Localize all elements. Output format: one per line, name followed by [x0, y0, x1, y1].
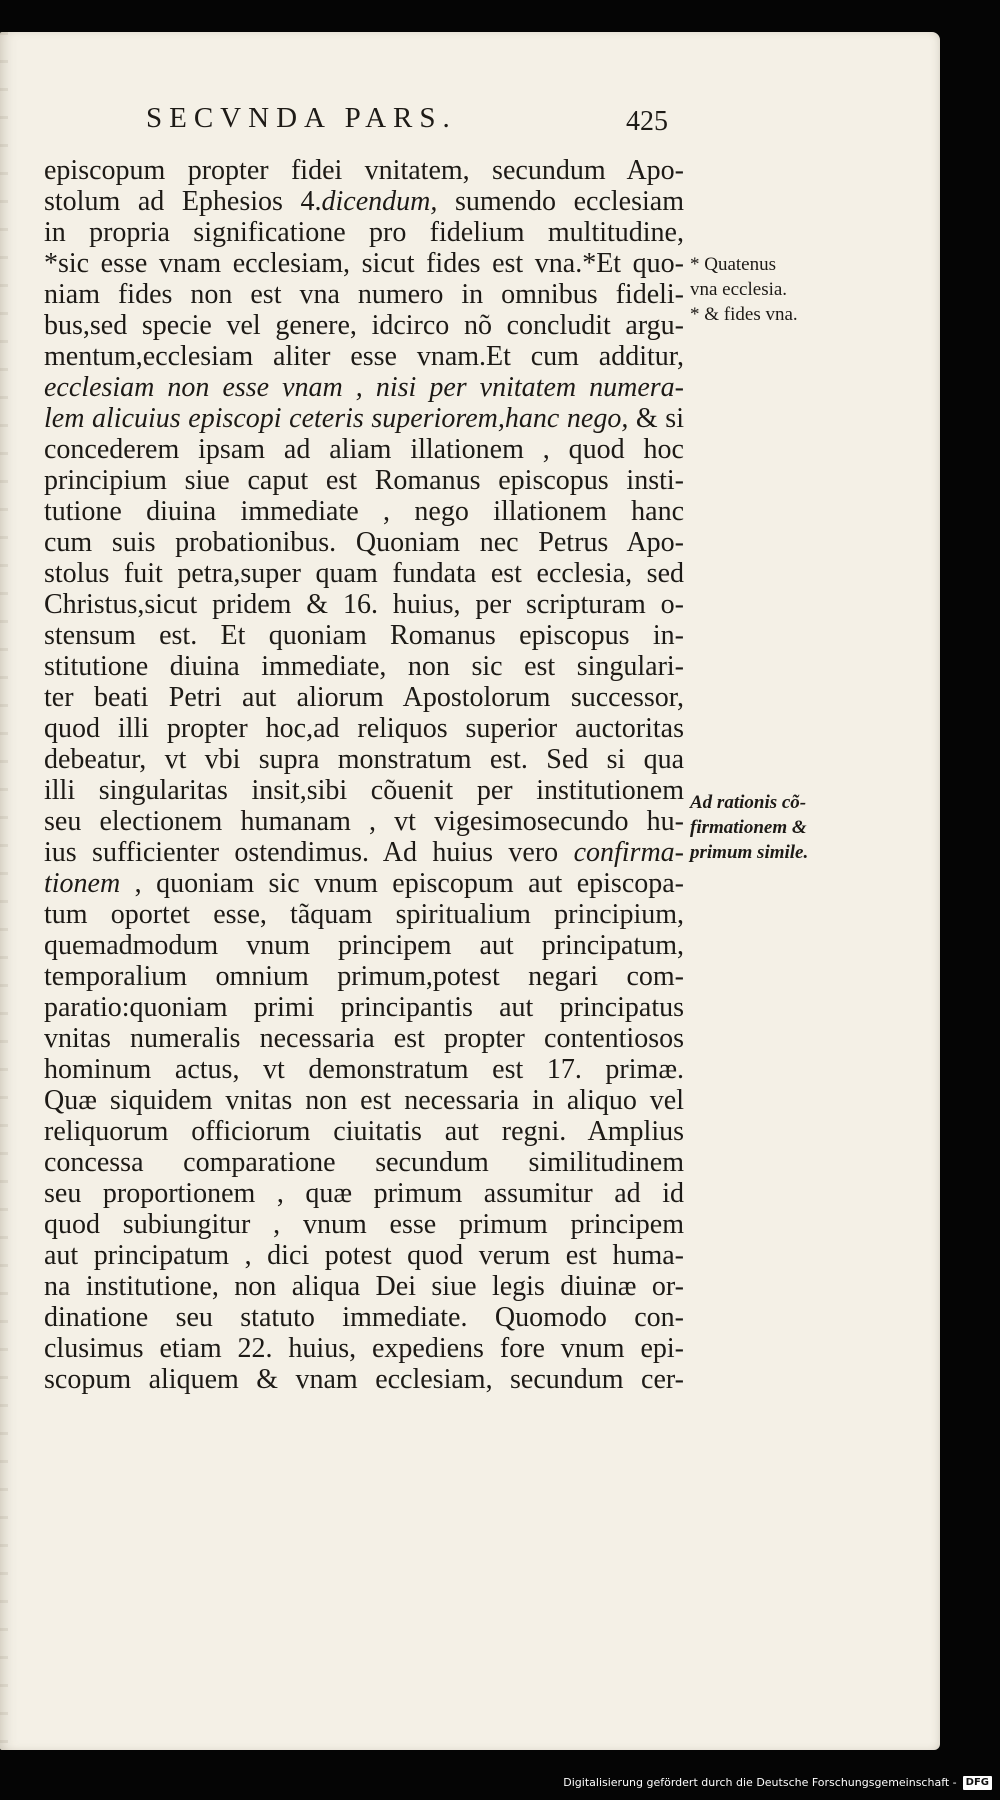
text-line [44, 465, 684, 496]
text-line [44, 868, 684, 899]
text-line [44, 248, 684, 279]
text-segment: hominum actus, vt demonstratum est 17. primæ. [44, 1054, 684, 1085]
text-line [44, 496, 684, 527]
marginal-note-quatenus [690, 252, 850, 327]
text-line [44, 930, 684, 961]
italic-segment: lem alicuius episcopi ceteris superiorem,hanc nego, [44, 403, 629, 434]
text-line [44, 651, 684, 682]
text-segment: ius sufficienter ostendimus. Ad huius vero [44, 837, 574, 868]
text-line [44, 1302, 684, 1333]
marginal-note-line: * Quatenus [690, 254, 777, 275]
text-segment: stitutione diuina immediate, non sic est singulari- [44, 651, 684, 682]
text-line [44, 1271, 684, 1302]
text-line [44, 682, 684, 713]
main-text-block [44, 155, 684, 1395]
text-segment: reliquorum officiorum ciuitatis aut regni. Amplius [44, 1116, 684, 1147]
text-segment: ter beati Petri aut aliorum Apostolorum successor, [44, 682, 684, 713]
text-segment: stolum ad Ephesios 4. [44, 186, 322, 217]
text-segment: quod subiungitur , vnum esse primum principem [44, 1209, 684, 1240]
text-segment: tum oportet esse, tãquam spiritualium principium, [44, 899, 684, 930]
footer-credit [563, 1770, 992, 1796]
text-segment: quemadmodum vnum principem aut principatum, [44, 930, 684, 961]
text-segment: Quæ siquidem vnitas non est necessaria in aliquo vel [44, 1085, 684, 1116]
page-number: 425 [626, 106, 668, 137]
text-segment: seu proportionem , quæ primum assumitur ad id [44, 1178, 684, 1209]
text-segment: niam fides non est vna numero in omnibus fideli- [44, 279, 684, 310]
text-line [44, 806, 684, 837]
text-segment: vnitas numeralis necessaria est propter contentiosos [44, 1023, 684, 1054]
marginal-note-confirmationem [690, 790, 850, 865]
text-segment: & si [628, 403, 684, 434]
text-line [44, 341, 684, 372]
text-segment: stensum est. Et quoniam Romanus episcopus in- [44, 620, 684, 651]
text-line [44, 961, 684, 992]
footer-text: Digitalisierung gefördert durch die Deutsche Forschungsgemeinschaft - [563, 1776, 957, 1789]
text-line [44, 434, 684, 465]
text-line [44, 744, 684, 775]
marginal-note-line: * & fides vna. [690, 304, 798, 325]
text-line [44, 620, 684, 651]
page-gutter [0, 32, 8, 1750]
text-segment: stolus fuit petra,super quam fundata est ecclesia, sed [44, 558, 684, 589]
marginal-note-line: Ad rationis cõ- [690, 792, 807, 813]
italic-segment: dicendum, [321, 186, 438, 217]
text-segment: dinatione seu statuto immediate. Quomodo con- [44, 1302, 684, 1333]
text-line [44, 279, 684, 310]
text-line [44, 589, 684, 620]
text-line [44, 217, 684, 248]
running-head [136, 102, 736, 152]
text-line [44, 372, 684, 403]
text-segment: tutione diuina immediate , nego illationem hanc [44, 496, 684, 527]
italic-segment: ecclesiam non esse vnam , nisi per vnitatem numera- [44, 372, 684, 403]
text-line [44, 1054, 684, 1085]
text-line [44, 1240, 684, 1271]
text-line [44, 1364, 684, 1395]
text-segment: Christus,sicut pridem & 16. huius, per scripturam o- [44, 589, 684, 620]
text-line [44, 1333, 684, 1364]
text-segment: scopum aliquem & vnam ecclesiam, secundum cer- [44, 1364, 684, 1395]
text-line [44, 713, 684, 744]
marginal-note-line: firmationem & [690, 817, 807, 838]
text-line [44, 1178, 684, 1209]
dfg-logo: DFG [963, 1776, 992, 1790]
italic-segment: confirma- [573, 837, 684, 868]
text-segment: episcopum propter fidei vnitatem, secundum Apo- [44, 155, 684, 186]
text-line [44, 186, 684, 217]
text-segment: principium siue caput est Romanus episcopus insti- [44, 465, 684, 496]
text-segment: *sic esse vnam ecclesiam, sicut fides est vna.*Et quo- [44, 248, 684, 279]
text-segment: , quoniam sic vnum episcopum aut episcopa- [120, 868, 684, 899]
text-line [44, 1147, 684, 1178]
text-segment: temporalium omnium primum,potest negari com- [44, 961, 684, 992]
text-line [44, 558, 684, 589]
text-segment: na institutione, non aliqua Dei siue legis diuinæ or- [44, 1271, 684, 1302]
text-segment: seu electionem humanam , vt vigesimosecundo hu- [44, 806, 684, 837]
text-line [44, 992, 684, 1023]
text-segment: in propria significatione pro fidelium multitudine, [44, 217, 684, 248]
text-segment: bus,sed specie vel genere, idcirco nõ concludit argu- [44, 310, 684, 341]
text-line [44, 527, 684, 558]
text-line [44, 1209, 684, 1240]
text-segment: illi singularitas insit,sibi cõuenit per institutionem [44, 775, 684, 806]
text-line [44, 837, 684, 868]
text-segment: concessa comparatione secundum similitudinem [44, 1147, 684, 1178]
text-line [44, 1116, 684, 1147]
text-segment: mentum,ecclesiam aliter esse vnam.Et cum additur, [44, 341, 684, 372]
text-line [44, 403, 684, 434]
marginal-note-line: vna ecclesia. [690, 279, 788, 300]
text-segment: debeatur, vt vbi supra monstratum est. Sed si qua [44, 744, 684, 775]
text-line [44, 1085, 684, 1116]
text-line [44, 1023, 684, 1054]
text-line [44, 775, 684, 806]
text-segment: quod illi propter hoc,ad reliquos superior auctoritas [44, 713, 684, 744]
text-segment: aut principatum , dici potest quod verum est huma- [44, 1240, 684, 1271]
running-head-title: SECVNDA PARS. [146, 102, 457, 134]
text-line [44, 155, 684, 186]
text-segment: clusimus etiam 22. huius, expediens fore vnum epi- [44, 1333, 684, 1364]
marginal-note-line: primum simile. [690, 842, 809, 863]
text-segment: paratio:quoniam primi principantis aut principatus [44, 992, 684, 1023]
text-line [44, 899, 684, 930]
text-segment: cum suis probationibus. Quoniam nec Petrus Apo- [44, 527, 684, 558]
text-segment: concederem ipsam ad aliam illationem , quod hoc [44, 434, 684, 465]
text-segment: sumendo ecclesiam [437, 186, 684, 217]
text-line [44, 310, 684, 341]
italic-segment: tionem [44, 868, 121, 899]
